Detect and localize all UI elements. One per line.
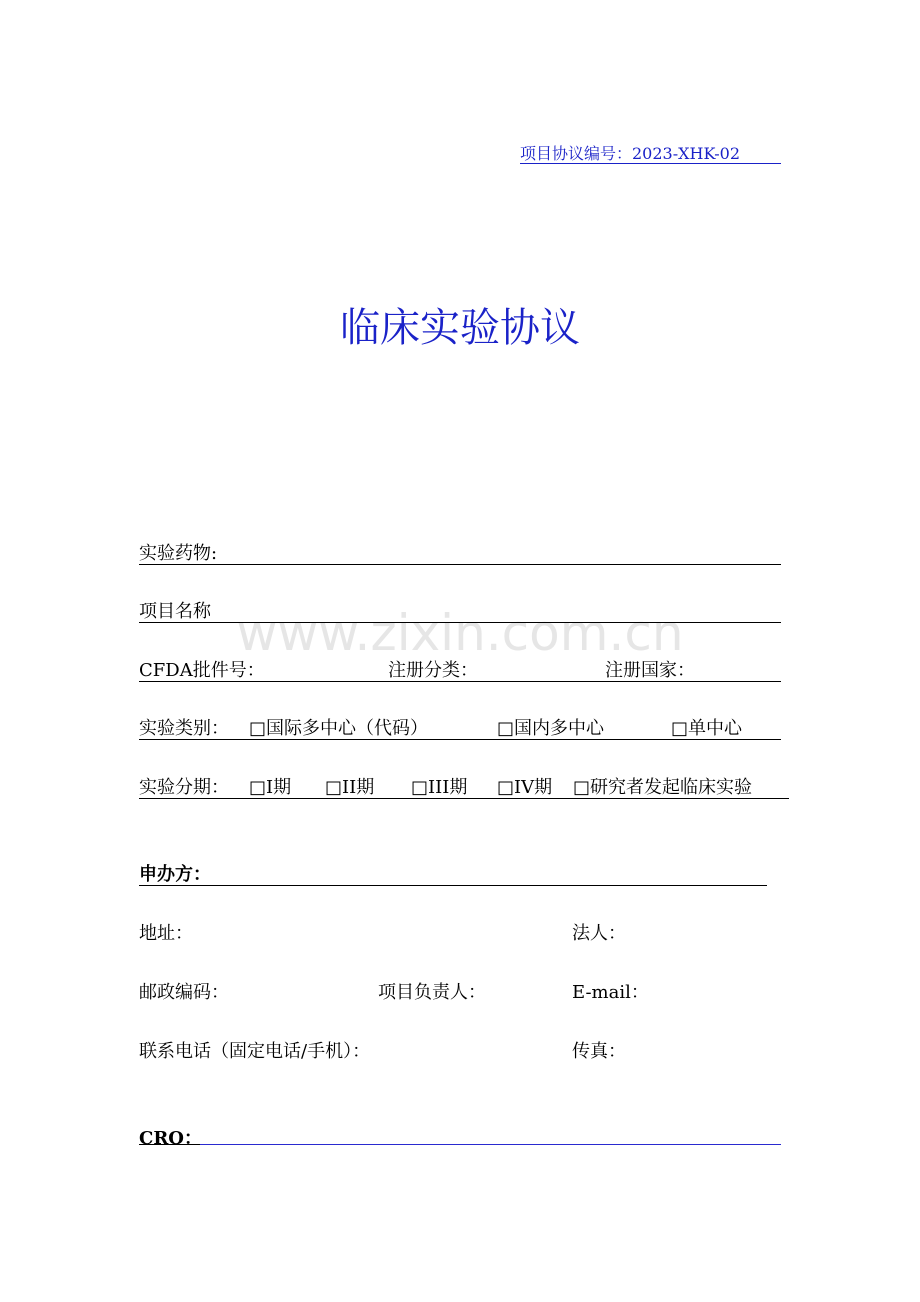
phase-option-investigator[interactable]: □研究者发起临床实验 — [573, 777, 753, 798]
reg-country-label: 注册国家： — [605, 660, 695, 681]
trial-phase-label: 实验分期： — [139, 777, 229, 798]
drug-label: 实验药物: — [139, 543, 218, 564]
phase-option-1[interactable]: □I期 — [249, 777, 292, 798]
cro-label-underline — [139, 1144, 200, 1145]
registration-row — [139, 656, 781, 682]
sponsor-phone-label: 联系电话（固定电话/手机）： — [139, 1041, 371, 1062]
cro-label: CRO： — [139, 1128, 202, 1149]
project-name-field[interactable] — [139, 597, 781, 623]
trial-phase-row — [139, 773, 789, 799]
trial-type-option-international[interactable]: □国际多中心（代码） — [249, 718, 429, 739]
phase-option-4[interactable]: □IV期 — [497, 777, 553, 798]
sponsor-postcode-label: 邮政编码： — [139, 982, 229, 1003]
phase-option-2[interactable]: □II期 — [325, 777, 375, 798]
drug-field[interactable] — [139, 539, 781, 565]
sponsor-fax-label: 传真： — [572, 1041, 626, 1062]
sponsor-legal-person-label: 法人： — [572, 923, 626, 944]
trial-type-row — [139, 714, 781, 740]
sponsor-project-lead-label: 项目负责人： — [378, 982, 486, 1003]
sponsor-address-label: 地址： — [139, 923, 193, 944]
watermark: www.zixin.com.cn — [236, 604, 684, 662]
sponsor-label: 申办方： — [139, 864, 211, 885]
phase-option-3[interactable]: □III期 — [411, 777, 468, 798]
trial-type-label: 实验类别： — [139, 718, 229, 739]
trial-type-option-single[interactable]: □单中心 — [671, 718, 743, 739]
reg-category-label: 注册分类： — [388, 660, 478, 681]
cfda-label: CFDA批件号： — [139, 660, 265, 681]
trial-type-option-domestic[interactable]: □国内多中心 — [497, 718, 605, 739]
sponsor-email-label: E-mail： — [572, 982, 649, 1003]
document-title: 临床实验协议 — [340, 305, 580, 351]
project-name-label: 项目名称 — [139, 601, 211, 622]
protocol-number: 项目协议编号：2023-XHK-02 — [520, 141, 781, 164]
sponsor-field[interactable] — [139, 860, 767, 886]
cro-field[interactable] — [200, 1144, 781, 1145]
